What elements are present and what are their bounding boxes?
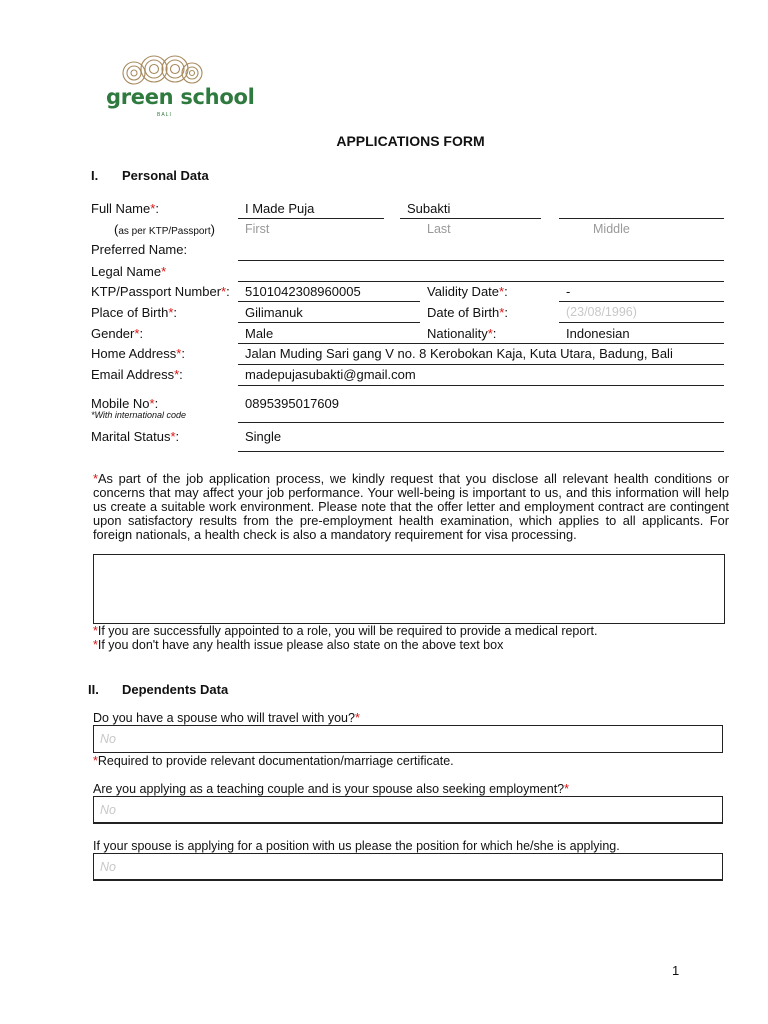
middle-name-field[interactable] <box>566 201 716 217</box>
place-of-birth-label: Place of Birth*: <box>91 305 178 320</box>
home-address-field[interactable]: Jalan Muding Sari gang V no. 8 Kerobokan Kaja, Kuta Utara, Badung, Bali <box>245 346 673 361</box>
section-1-number: I. <box>91 168 99 183</box>
preferred-name-field[interactable] <box>245 242 715 258</box>
spouse-travel-answer[interactable] <box>93 725 723 753</box>
legal-name-label: Legal Name* <box>91 264 167 279</box>
marital-status-field[interactable]: Single <box>245 429 282 444</box>
as-per-ktp-note: (as per KTP/Passport) <box>114 222 215 237</box>
spouse-travel-note: *Required to provide relevant documentation/marriage certificate. <box>93 754 454 768</box>
spouse-position-answer[interactable] <box>93 853 723 881</box>
spouse-position-question: If your spouse is applying for a position with us please the position for which he/she is applying. <box>93 839 620 853</box>
mobile-underline <box>238 422 724 423</box>
form-title: APPLICATIONS FORM <box>336 133 485 149</box>
email-address-field[interactable]: madepujasubakti@gmail.com <box>245 367 416 382</box>
nationality-field[interactable]: Indonesian <box>566 326 630 341</box>
middle-name-underline <box>559 218 724 219</box>
home-address-label: Home Address*: <box>91 346 185 361</box>
section-2-title: Dependents Data <box>122 682 229 697</box>
gender-label: Gender*: <box>91 326 144 341</box>
section-1-title: Personal Data <box>122 168 209 183</box>
preferred-name-underline <box>238 260 724 261</box>
gender-field[interactable]: Male <box>245 326 274 341</box>
teaching-couple-answer[interactable] <box>93 796 723 824</box>
last-name-field[interactable]: Subakti <box>407 201 451 216</box>
first-name-underline <box>238 218 384 219</box>
date-of-birth-label: Date of Birth*: <box>427 305 508 320</box>
mobile-no-note: *With international code <box>91 410 186 420</box>
page-number: 1 <box>672 963 680 978</box>
logo-sub: BALI <box>157 112 172 118</box>
green-school-logo-icon <box>120 54 204 88</box>
date-of-birth-field[interactable]: (23/08/1996) <box>566 305 637 319</box>
spouse-travel-answer-text: No <box>100 732 116 746</box>
nationality-label: Nationality*: <box>427 326 497 341</box>
full-name-label: Full Name*: <box>91 201 159 216</box>
section-2-number: II. <box>88 682 99 697</box>
health-note-2: *If you don't have any health issue please also state on the above text box <box>93 638 504 652</box>
health-note-1: *If you are successfully appointed to a role, you will be required to provide a medical report. <box>93 624 598 638</box>
first-name-field[interactable]: I Made Puja <box>245 201 315 216</box>
spouse-position-answer-text: No <box>100 860 116 874</box>
teaching-couple-answer-text: No <box>100 803 116 817</box>
health-paragraph: *As part of the job application process, we kindly request that you disclose all relevant health conditions or concerns that may affect your job performance. Your well-being is important to us, and this information will help us create a suitable work environment. Please note that the offer letter and employment contract are contingent upon satisfactory results from the pre-employment health examination, which applies to all applicants. For foreign nationals, a health check is also a mandatory requirement for visa processing. <box>93 471 729 542</box>
middle-hint: Middle <box>593 222 630 236</box>
marital-status-label: Marital Status*: <box>91 429 180 444</box>
logo-name: green school <box>106 85 255 109</box>
legal-name-field[interactable] <box>245 264 715 280</box>
validity-underline <box>559 301 724 302</box>
place-of-birth-underline <box>238 322 420 323</box>
gender-underline <box>238 343 724 344</box>
marital-underline <box>238 451 724 452</box>
first-hint: First <box>245 222 270 236</box>
last-hint: Last <box>427 222 451 236</box>
ktp-passport-field[interactable]: 5101042308960005 <box>245 284 361 299</box>
mobile-no-field[interactable]: 0895395017609 <box>245 396 339 411</box>
place-of-birth-field[interactable]: Gilimanuk <box>245 305 303 320</box>
home-address-underline <box>238 364 724 365</box>
last-name-underline <box>400 218 541 219</box>
teaching-couple-question: Are you applying as a teaching couple and is your spouse also seeking employment?* <box>93 782 569 796</box>
legal-name-underline <box>238 281 724 282</box>
email-underline <box>238 385 724 386</box>
mobile-no-label: Mobile No*: <box>91 396 159 411</box>
validity-date-field[interactable]: - <box>566 284 571 299</box>
ktp-passport-label: KTP/Passport Number*: <box>91 284 230 299</box>
preferred-name-label: Preferred Name: <box>91 242 188 257</box>
spouse-travel-question: Do you have a spouse who will travel with you?* <box>93 711 360 725</box>
ktp-underline <box>238 301 420 302</box>
health-textbox[interactable] <box>93 554 725 624</box>
date-of-birth-underline <box>559 322 724 323</box>
email-address-label: Email Address*: <box>91 367 183 382</box>
validity-date-label: Validity Date*: <box>427 284 508 299</box>
